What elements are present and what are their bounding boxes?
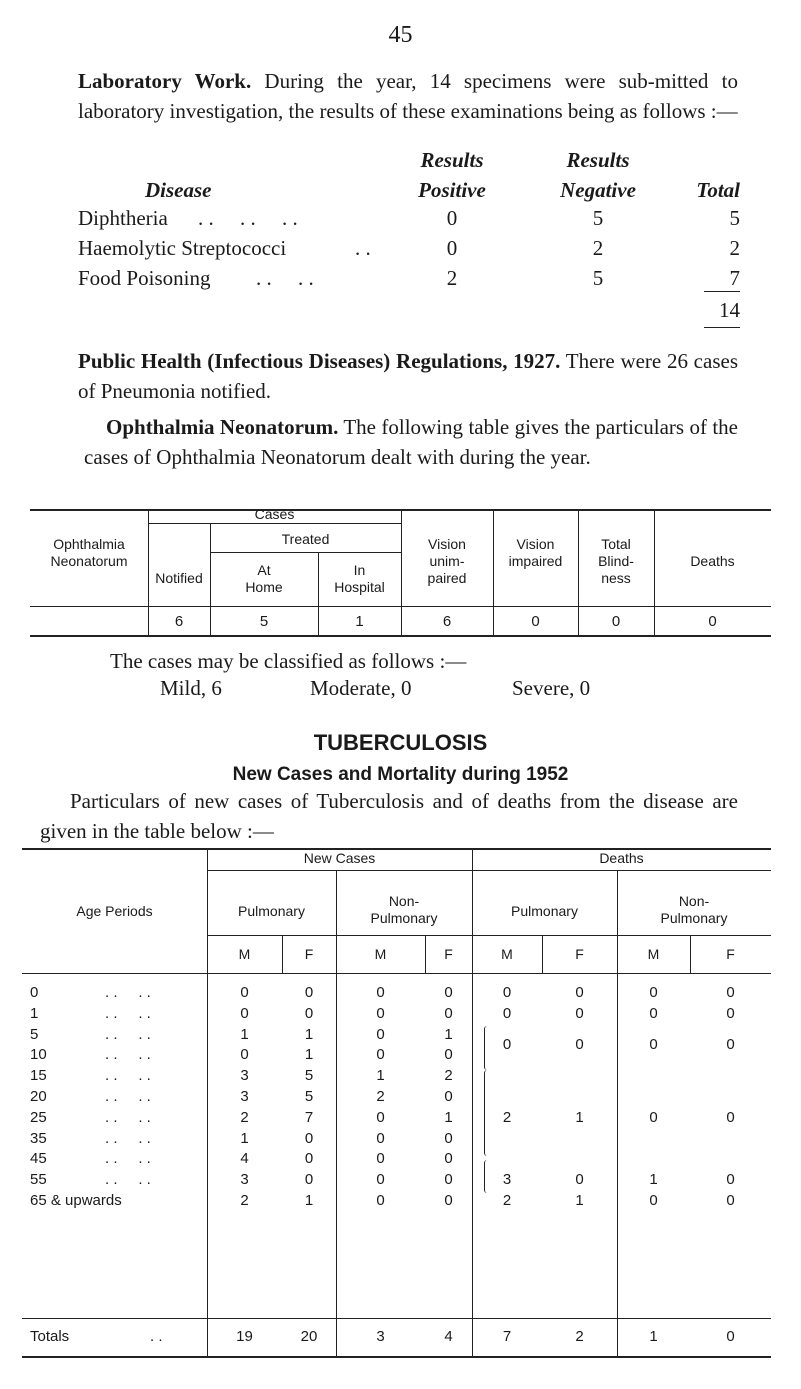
lab-row-negative: 2	[592, 236, 604, 260]
tb-subgroup-rule	[207, 935, 771, 936]
tb-age-period: 35	[30, 1130, 47, 1147]
tb-age-dots: . . . .	[105, 1171, 151, 1188]
oph-val-deaths: 0	[708, 613, 717, 630]
oph-val-in-hospital: 1	[355, 613, 364, 630]
tb-cell-nc-pf: 1	[304, 1192, 314, 1209]
tb-age-period: 10	[30, 1046, 47, 1063]
tb-death-pm: 2	[502, 1192, 512, 1209]
lab-row-total: 5	[729, 206, 740, 230]
oph-treated-rule	[210, 552, 401, 553]
tb-cell-nc-pf: 0	[304, 1130, 314, 1147]
tb-cell-nc-nf: 1	[444, 1109, 453, 1126]
oph-h-cases: Cases	[254, 506, 295, 522]
oph-h-neonatorum: Neonatorum	[50, 553, 128, 569]
tb-cell-nc-nm: 0	[376, 1046, 385, 1063]
tb-cell-nc-pm: 3	[240, 1067, 249, 1084]
tb-death-nf: 0	[726, 1171, 735, 1188]
tb-group-brace	[484, 1026, 489, 1070]
lab-row-disease: Haemolytic Streptococci	[78, 236, 287, 260]
tb-h-nc-non-pulmonary: Pulmonary	[370, 910, 438, 926]
tb-cell-nc-pm: 2	[240, 1109, 249, 1126]
tb-death-pf: 1	[575, 1192, 584, 1209]
oph-h-treated: Treated	[281, 531, 330, 547]
tb-cell-nc-nm: 0	[376, 1109, 385, 1126]
classified-mild: Mild, 6	[160, 676, 222, 700]
tb-cell-nc-nf: 0	[444, 1046, 453, 1063]
tb-cell-nc-pm: 3	[240, 1088, 249, 1105]
oph-h-ophthalmia: Ophthalmia	[53, 536, 125, 552]
tb-cell-nc-nf: 2	[444, 1067, 453, 1084]
lab-header-positive: Positive	[418, 178, 486, 202]
tb-h-nc-pulmonary: Pulmonary	[238, 903, 305, 919]
tb-death-pm: 3	[502, 1171, 512, 1188]
tb-cell-nc-nf: 0	[444, 1088, 453, 1105]
tb-h-new-cases: New Cases	[303, 850, 376, 866]
oph-h-blind: Blind-	[598, 553, 634, 569]
lab-row-negative: 5	[592, 266, 604, 290]
tb-age-period: 25	[30, 1109, 47, 1126]
lab-header-negative: Negative	[560, 178, 636, 202]
ophthalmia-paragraph	[84, 412, 738, 472]
tb-h-d-non-pulmonary: Pulmonary	[660, 910, 728, 926]
tb-h-nc-non: Non-	[388, 893, 420, 909]
tb-cell-nc-nm: 0	[376, 1192, 385, 1209]
tb-death-nf: 0	[726, 1005, 735, 1022]
tb-age-period: 1	[30, 1005, 39, 1022]
tb-bottom-rule	[22, 1356, 771, 1358]
tb-cell-nc-pm: 0	[240, 1046, 249, 1063]
tb-cell-nc-pf: 5	[304, 1088, 314, 1105]
tb-totals-label: Totals	[30, 1328, 70, 1345]
tb-death-nf: 0	[726, 1109, 735, 1126]
tb-cell-nc-pf: 1	[304, 1026, 314, 1043]
tb-h-d-pulmonary: Pulmonary	[511, 903, 578, 919]
regulations-text: There were 26 cases of Pneumonia notified.	[78, 349, 738, 403]
tb-total-d-pm: 7	[502, 1328, 512, 1345]
regulations-paragraph	[78, 346, 738, 406]
tb-h-m: M	[647, 946, 660, 962]
tb-age-period: 20	[30, 1088, 47, 1105]
tb-age-dots: . . . .	[105, 1088, 151, 1105]
tb-age-dots: . . . .	[105, 984, 151, 1001]
tb-cell-nc-pf: 0	[304, 1171, 314, 1188]
tb-death-nm: 0	[649, 1109, 658, 1126]
tb-cell-nc-nm: 0	[376, 984, 385, 1001]
tb-cell-nc-nm: 1	[376, 1067, 385, 1084]
oph-bottom-rule	[30, 635, 771, 637]
tb-h-m: M	[238, 946, 251, 962]
tb-total-nc-pf: 20	[300, 1328, 318, 1345]
tb-cell-nc-nm: 2	[376, 1088, 385, 1105]
lab-row-positive: 2	[446, 266, 458, 290]
lab-row-dots: . . . .	[256, 266, 314, 290]
tb-cell-nc-pm: 1	[240, 1130, 249, 1147]
oph-val-unimpaired: 6	[442, 613, 452, 630]
tb-age-dots: . . . .	[105, 1109, 151, 1126]
tb-total-d-pf: 2	[575, 1328, 584, 1345]
tb-age-period: 65 & upwards	[30, 1192, 122, 1209]
tb-age-dots: . . . .	[105, 1067, 151, 1084]
tb-death-pf: 1	[575, 1109, 584, 1126]
tb-total-nc-pm: 19	[236, 1328, 253, 1345]
tb-cell-nc-pm: 3	[240, 1171, 249, 1188]
oph-h-hospital: Hospital	[334, 579, 385, 595]
lab-total-rule	[704, 291, 740, 292]
lab-row-disease: Diphtheria	[78, 206, 168, 230]
tb-death-pm: 2	[502, 1109, 512, 1126]
tb-total-d-nm: 1	[649, 1328, 658, 1345]
tb-cell-nc-nm: 0	[376, 1026, 385, 1043]
tb-death-pf: 0	[575, 1036, 584, 1053]
tb-title: TUBERCULOSIS	[313, 730, 488, 755]
tb-death-nf: 0	[726, 984, 735, 1001]
tb-cell-nc-pf: 0	[304, 1005, 314, 1022]
tb-death-pm: 0	[502, 1036, 512, 1053]
tb-h-m: M	[501, 946, 513, 962]
oph-h-at: At	[257, 562, 271, 578]
lab-row-dots: . . . . . .	[198, 206, 298, 230]
tb-cell-nc-nf: 0	[444, 1150, 453, 1167]
tb-vline	[472, 850, 473, 1356]
lab-paragraph	[78, 66, 738, 126]
tb-cell-nc-nf: 0	[444, 1130, 453, 1147]
tb-h-f: F	[726, 946, 735, 962]
oph-h-unim: unim-	[429, 553, 465, 569]
tb-group-brace	[484, 1160, 489, 1193]
lab-total-underline	[704, 327, 740, 328]
lab-grand-total: 14	[719, 298, 740, 322]
ophthalmia-heading: Ophthalmia Neonatorum.	[106, 415, 339, 439]
tb-cell-nc-pm: 0	[240, 1005, 249, 1022]
tb-death-pf: 0	[575, 984, 584, 1001]
tb-cell-nc-nm: 0	[376, 1171, 385, 1188]
tb-cell-nc-nf: 0	[444, 984, 453, 1001]
tb-cell-nc-nf: 0	[444, 1171, 453, 1188]
classified-text: The cases may be classified as follows :—	[110, 649, 467, 673]
tb-death-pf: 0	[575, 1005, 584, 1022]
ophthalmia-text: The following table gives the particulars of the cases of Ophthalmia Neonatorum dealt with during the year.	[84, 415, 738, 469]
tb-h-m: M	[374, 946, 387, 962]
lab-header-disease: Disease	[145, 178, 212, 202]
tb-age-period: 5	[30, 1026, 39, 1043]
tb-death-nm: 0	[649, 1005, 658, 1022]
tb-death-pf: 0	[575, 1171, 584, 1188]
tb-age-period: 0	[30, 984, 39, 1001]
tb-cell-nc-nf: 0	[444, 1005, 453, 1022]
lab-header-results-1: Results	[420, 148, 484, 172]
tb-death-nm: 0	[649, 1192, 658, 1209]
tb-cell-nc-nm: 0	[376, 1150, 385, 1167]
oph-val-at-home: 5	[259, 613, 269, 630]
tb-cell-nc-pf: 0	[304, 984, 314, 1001]
tb-death-nm: 0	[649, 1036, 658, 1053]
tb-age-period: 15	[30, 1067, 47, 1084]
tb-cell-nc-pm: 2	[240, 1192, 249, 1209]
tb-intro: Particulars of new cases of Tuberculosis and of deaths from the disease are given in the table below :—	[40, 789, 738, 843]
lab-row-positive: 0	[446, 236, 458, 260]
lab-header-results-2: Results	[566, 148, 630, 172]
oph-val-impaired: 0	[531, 613, 540, 630]
tb-h-f: F	[304, 946, 314, 962]
tb-group-brace	[484, 1070, 489, 1156]
tb-death-pm: 0	[502, 1005, 512, 1022]
tb-age-dots: . . . .	[105, 1026, 151, 1043]
tb-h-f: F	[444, 946, 453, 962]
tb-cell-nc-pm: 1	[240, 1026, 249, 1043]
tb-death-nm: 1	[649, 1171, 658, 1188]
tb-age-dots: . . . .	[105, 1005, 151, 1022]
oph-val-notified: 6	[174, 613, 184, 630]
page-number: 45	[388, 22, 413, 48]
oph-h-vision-1: Vision	[428, 536, 466, 552]
lab-row-total: 7	[729, 266, 740, 290]
lab-row-positive: 0	[446, 206, 458, 230]
tb-cell-nc-pf: 7	[304, 1109, 314, 1126]
oph-h-home: Home	[245, 579, 283, 595]
classified-severe: Severe, 0	[512, 676, 591, 700]
regulations-heading: Public Health (Infectious Diseases) Regulations, 1927.	[78, 349, 561, 373]
lab-row-dots: . .	[355, 236, 371, 260]
tb-cell-nc-nm: 0	[376, 1005, 385, 1022]
tb-age-dots: . . . .	[105, 1150, 151, 1167]
tb-death-nf: 0	[726, 1036, 735, 1053]
classified-moderate: Moderate, 0	[310, 676, 412, 700]
oph-h-vision-2: Vision	[516, 536, 555, 552]
lab-row-total: 2	[729, 236, 740, 260]
tb-cell-nc-pf: 0	[304, 1150, 314, 1167]
tb-cell-nc-nf: 1	[444, 1026, 453, 1043]
tb-group-rule	[207, 870, 771, 871]
tb-totals-dots: . .	[150, 1328, 163, 1345]
tb-cell-nc-pm: 4	[240, 1150, 249, 1167]
lab-text: During the year, 14 specimens were sub-mitted to laboratory investigation, the results of these examinations being as follows :—	[78, 69, 738, 123]
oph-h-impaired: impaired	[508, 553, 563, 569]
lab-header-total: Total	[696, 178, 740, 202]
tb-death-pm: 0	[502, 984, 512, 1001]
oph-h-notified: Notified	[155, 570, 203, 586]
lab-row-negative: 5	[592, 206, 604, 230]
tb-total-nc-nm: 3	[376, 1328, 385, 1345]
tb-h-d-non: Non-	[678, 893, 710, 909]
tb-age-dots: . . . .	[105, 1130, 151, 1147]
tb-subtitle: New Cases and Mortality during 1952	[232, 764, 569, 785]
tb-cell-nc-nf: 0	[444, 1192, 453, 1209]
tb-header-rule	[22, 973, 771, 974]
tb-age-dots: . . . .	[105, 1046, 151, 1063]
oph-h-total: Total	[601, 536, 631, 552]
oph-h-ness: ness	[601, 570, 631, 586]
tb-h-deaths: Deaths	[599, 850, 644, 866]
oph-h-paired: paired	[427, 570, 467, 586]
tb-total-d-nf: 0	[726, 1328, 735, 1345]
tb-h-age-periods: Age Periods	[76, 903, 153, 919]
tb-total-nc-nf: 4	[444, 1328, 453, 1345]
oph-h-deaths: Deaths	[690, 553, 735, 569]
oph-cases-rule	[148, 523, 401, 524]
oph-val-blindness: 0	[611, 613, 621, 630]
tb-cell-nc-nm: 0	[376, 1130, 385, 1147]
tb-cell-nc-pf: 5	[304, 1067, 314, 1084]
tb-h-f: F	[575, 946, 584, 962]
tb-death-nf: 0	[726, 1192, 735, 1209]
lab-heading: Laboratory Work.	[78, 69, 252, 93]
tb-age-period: 45	[30, 1150, 47, 1167]
tb-cell-nc-pm: 0	[240, 984, 249, 1001]
tb-cell-nc-pf: 1	[304, 1046, 314, 1063]
tb-age-period: 55	[30, 1171, 47, 1188]
tb-totals-rule	[22, 1318, 771, 1319]
lab-row-disease: Food Poisoning	[78, 266, 211, 290]
oph-h-in: In	[353, 562, 366, 578]
tb-death-nm: 0	[649, 984, 658, 1001]
